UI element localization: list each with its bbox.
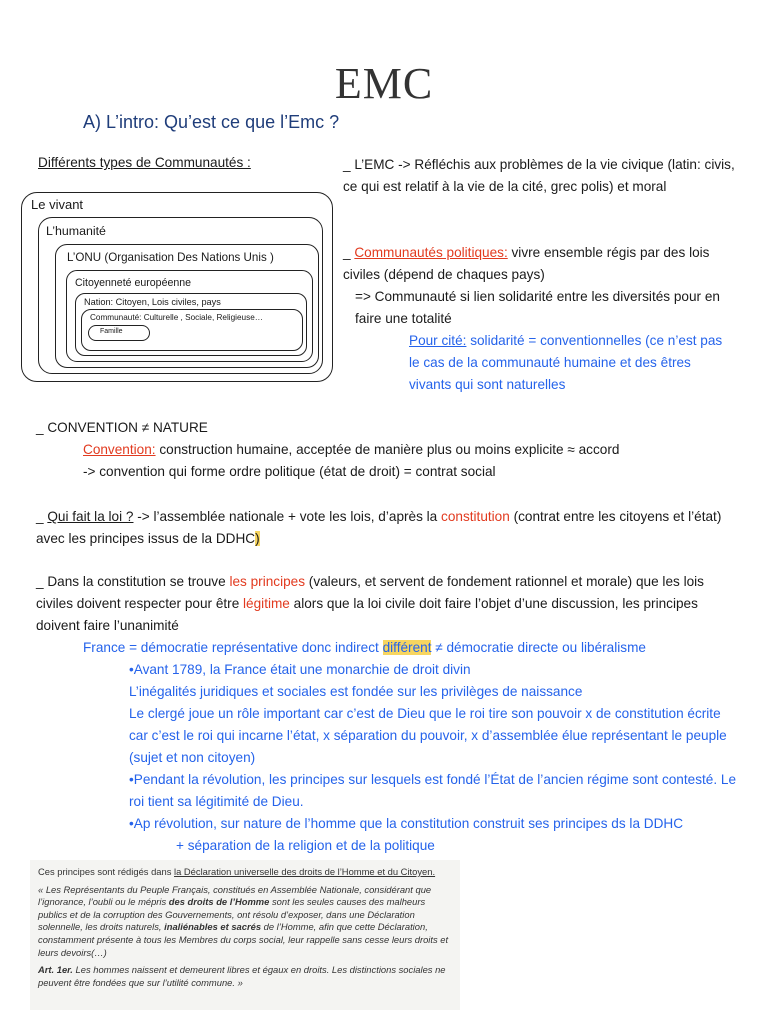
- convention-def: construction humaine, acceptée de manière plus ou moins explicite ≈ accord: [155, 442, 620, 457]
- loi-rest: (contrat entre les citoyens et l’état) avec les principes issus de la DDHC: [36, 509, 722, 546]
- communautes-politiques-def: vivre ensemble régis par des lois civiles (dépend de chaques pays): [343, 245, 710, 282]
- ddhc-preamble: [38, 884, 452, 960]
- ddhc-q-a: « Les Représentants du Peuple Français, constitués en Assemblée Nationale, considérant que l’ignorance, l’oubli ou le mépris: [38, 883, 432, 908]
- ddhc-article-1: [38, 964, 452, 989]
- inegalites: L’inégalités juridiques et sociales est fondée sur les privilèges de naissance: [129, 684, 583, 699]
- loi-close: ): [255, 531, 260, 546]
- community-label-onu: L’ONU (Organisation Des Nations Unis ): [67, 251, 274, 264]
- avant-1789: •Avant 1789, la France était une monarchie de droit divin: [129, 662, 471, 677]
- principes-a: _ Dans la constitution se trouve: [36, 574, 230, 589]
- pour-cite-def: solidarité = conventionnelles (ce n’est pas le cas de la communauté humaine et des êtres vivants qui sont naturelles: [409, 333, 723, 392]
- loi-text: -> l’assemblée nationale + vote les lois, d’après la: [133, 509, 442, 524]
- ddhc-intro-text: Ces principes sont rédigés dans: [38, 866, 175, 877]
- community-label-nation: Nation: Citoyen, Lois civiles, pays: [84, 297, 221, 307]
- clerge: Le clergé joue un rôle important car c’est de Dieu que le roi tire son pouvoir x de constitution écrite car c’est le roi qui incarne l’état, x séparation du pouvoir, x d’assemblée élue représentant le peuple (sujet et non citoyen): [129, 706, 727, 765]
- france-b: ≠ démocratie directe ou libéralisme: [431, 640, 646, 655]
- principes-b: (valeurs, et servent de fondement rationnel et morale) que les lois civiles doivent respecter pour être: [36, 574, 704, 611]
- principes-c: alors que la loi civile doit faire l’objet d’une discussion, les principes doivent faire l’unanimité: [36, 596, 698, 633]
- convention-contrat-social: -> convention qui forme ordre politique (état de droit) = contrat social: [83, 464, 496, 479]
- ddhc-q-b: des droits de l’Homme: [168, 896, 270, 908]
- ddhc-intro: [38, 866, 452, 879]
- legitime-term: légitime: [243, 596, 290, 611]
- france-democratie: [83, 637, 753, 659]
- france-a: France = démocratie représentative donc indirect: [83, 640, 383, 655]
- loi-question: Qui fait la loi ?: [47, 509, 134, 524]
- section-subtitle: A) L’intro: Qu’est ce que l’Emc ?: [83, 112, 340, 132]
- convention-definition: [83, 439, 753, 461]
- page-title: EMC: [334, 59, 434, 108]
- principes-term: les principes: [229, 574, 306, 589]
- pour-cite-term: Pour cité:: [409, 333, 467, 348]
- communautes-politiques-term: Communautés politiques:: [354, 245, 508, 260]
- principes-paragraph: [36, 571, 736, 637]
- community-label-humanite: L’humanité: [46, 224, 106, 238]
- convention-term: Convention:: [83, 442, 156, 457]
- ddhc-intro-title: la Déclaration universelle des droits de l’Homme et du Citoyen.: [174, 866, 436, 877]
- community-label-communaute: Communauté: Culturelle , Sociale, Religieuse…: [90, 313, 263, 322]
- pour-cite: [409, 330, 735, 396]
- ddhc-excerpt: [30, 860, 460, 1010]
- dash: _: [36, 509, 48, 524]
- diagram-heading: Différents types de Communautés :: [38, 155, 251, 170]
- france-highlight: différent: [382, 640, 432, 655]
- apres-revolution: •Ap révolution, sur nature de l’homme que la constitution construit ses principes ds la DDHC: [129, 816, 684, 831]
- communautes-politiques: [343, 242, 735, 286]
- ddhc-q-e: de l’Homme, afin que cette Déclaration, constamment présente à tous les Membres du corps social, leur rappelle sans cesse leurs droits et leurs devoirs(…): [38, 921, 449, 958]
- community-label-europe: Citoyenneté européenne: [75, 277, 192, 289]
- dash: _: [343, 245, 355, 260]
- convention-heading: _ CONVENTION ≠ NATURE: [36, 420, 208, 435]
- emc-definition: _ L’EMC -> Réfléchis aux problèmes de la vie civique (latin: civis, ce qui est relatif à la vie de la cité, grec polis) et moral: [343, 157, 735, 194]
- pendant-revolution: •Pendant la révolution, les principes sur lesquels est fondé l’État de l’ancien régime sont contesté. Le roi tient sa légitimité de Dieu.: [129, 772, 737, 809]
- separation-religion: + séparation de la religion et de la politique: [176, 838, 435, 853]
- community-label-famille: Famille: [100, 328, 123, 335]
- ddhc-q-d: inaliénables et sacrés: [164, 921, 262, 933]
- qui-fait-la-loi: [36, 506, 736, 550]
- communaute-solidarite: => Communauté si lien solidarité entre les diversités pour en faire une totalité: [355, 289, 720, 326]
- community-label-vivant: Le vivant: [31, 197, 84, 212]
- ddhc-art-text: Les hommes naissent et demeurent libres et égaux en droits. Les distinctions sociales ne peuvent être fondées que sur l’utilité commune. »: [38, 964, 446, 988]
- ddhc-art-label: Art. 1er.: [38, 964, 73, 976]
- ddhc-q-c: sont les seules causes des malheurs publics et de la corruption des Gouvernements, ont résolu d’exposer, dans une Déclaration solennelle, les droits naturels,: [38, 896, 426, 933]
- constitution-term: constitution: [441, 509, 510, 524]
